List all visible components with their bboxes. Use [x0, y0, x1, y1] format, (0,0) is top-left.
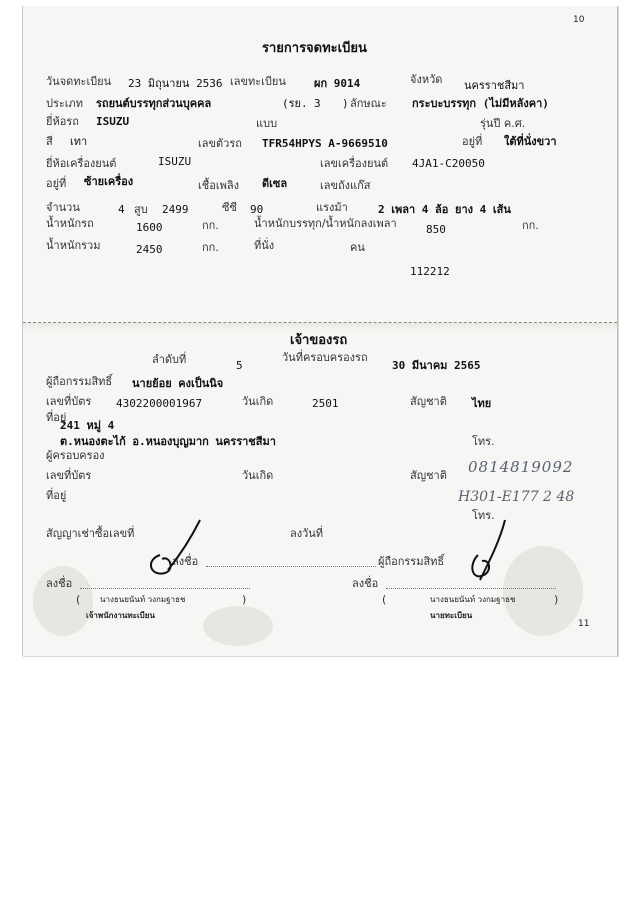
horsepower: 90 — [250, 203, 264, 216]
vehicle-code: 3 — [314, 97, 321, 110]
cc: 2499 — [162, 203, 189, 216]
hp-label: แรงม้า — [316, 201, 348, 214]
code-close: ) — [342, 97, 349, 110]
sign-line — [206, 566, 376, 567]
officer-title-left: เจ้าพนักงานทะเบียน — [86, 611, 155, 620]
paren-open: ( — [76, 593, 81, 606]
year-label: รุ่นปี ค.ศ. — [480, 117, 526, 130]
engine-location: ซ้ายเครื่อง — [84, 175, 134, 188]
holder-name: นายย้อย คงเป็นนิจ — [132, 377, 224, 390]
engine-brand: ISUZU — [158, 155, 192, 168]
addr2-label: ที่อยู่ — [46, 489, 67, 502]
total-weight-label: น้ำหนักรวม — [46, 239, 101, 252]
nation2-label: สัญชาติ — [410, 469, 447, 482]
engine-no-label: เลขเครื่องยนต์ — [320, 157, 389, 170]
signature-left — [140, 515, 220, 585]
seq-number: 5 — [236, 359, 243, 372]
kg-label: กก. — [202, 219, 219, 232]
code-open: (รย. — [282, 97, 308, 110]
cylinders: 4 — [118, 203, 125, 216]
addr-label: ที่อยู่ — [46, 411, 67, 424]
seq-label: ลำดับที่ — [152, 353, 187, 366]
color-label: สี — [46, 135, 53, 148]
tel2-label: โทร. — [472, 509, 495, 522]
sign-left-line — [80, 588, 250, 589]
model-label: แบบ — [256, 117, 278, 130]
nationality: ไทย — [472, 397, 492, 410]
page-fold — [23, 322, 617, 331]
chassis-location-label: อยู่ที่ — [462, 135, 483, 148]
engine-number: 4JA1-C20050 — [412, 157, 485, 170]
kg-label: กก. — [202, 241, 219, 254]
persons-label: คน — [350, 241, 365, 254]
tel-label: โทร. — [472, 435, 495, 448]
address-line-1: 241 หมู่ 4 — [60, 419, 115, 432]
possessor-label: ผู้ครอบครอง — [46, 449, 105, 462]
stain — [203, 606, 273, 646]
chassis-number: TFR54HPYS A-9669510 — [262, 137, 388, 150]
weight-label: น้ำหนักรถ — [46, 217, 94, 230]
nation-label: สัญชาติ — [410, 395, 447, 408]
paren-close: ) — [242, 593, 247, 606]
fuel: ดีเซล — [262, 177, 288, 190]
id-number: 4302200001967 — [116, 397, 203, 410]
paren-close: ) — [554, 593, 559, 606]
brand-label: ยี่ห้อรถ — [46, 115, 79, 128]
total-weight: 2450 — [136, 243, 163, 256]
reg-date-label: วันจดทะเบียน — [46, 75, 112, 88]
reg-date: 23 มิถุนายน 2536 — [128, 77, 223, 90]
chassis-location: ใต้ที่นั่งขวา — [504, 135, 557, 148]
seats-label: ที่นั่ง — [254, 239, 275, 252]
reference-number: 112212 — [410, 265, 450, 278]
signature-right — [460, 515, 530, 590]
officer-title-right: นายทะเบียน — [430, 611, 473, 620]
own-date-label: วันที่ครอบครองรถ — [282, 351, 368, 364]
plate-label: เลขทะเบียน — [230, 75, 286, 88]
id-label: เลขที่บัตร — [46, 395, 92, 408]
sign-left-label: ลงชื่อ — [46, 577, 73, 590]
owner-title: เจ้าของรถ — [290, 333, 348, 348]
vehicle-type: รถยนต์บรรทุกส่วนบุคคล — [96, 97, 212, 110]
dob2-label: วันเกิด — [242, 469, 274, 482]
province: นครราชสีมา — [464, 79, 525, 92]
address-line-2: ต.หนองตะไก้ อ.หนองบุญมาก นครราชสีมา — [60, 435, 276, 448]
id2-label: เลขที่บัตร — [46, 469, 92, 482]
sign-right-label: ลงชื่อ — [352, 577, 379, 590]
load-label: น้ำหนักบรรทุก/น้ำหนักลงเพลา — [254, 217, 397, 230]
sign-right-line — [386, 588, 556, 589]
lease-label: สัญญาเช่าซื้อเลขที่ — [46, 527, 135, 540]
feature-label: ลักษณะ — [350, 97, 387, 110]
own-date: 30 มีนาคม 2565 — [392, 359, 481, 372]
page-number-bottom: 11 — [578, 619, 590, 629]
dob-label: วันเกิด — [242, 395, 274, 408]
page-number-top: 10 — [573, 15, 585, 25]
vehicle-color: เทา — [70, 135, 88, 148]
registration-title: รายการจดทะเบียน — [262, 41, 367, 56]
cc-label: ซีซี — [222, 201, 237, 214]
cyl-label: สูบ — [134, 203, 148, 216]
qty-label: จำนวน — [46, 201, 80, 214]
holder-label: ผู้ถือกรรมสิทธิ์ — [46, 375, 113, 388]
brand: ISUZU — [96, 115, 130, 128]
sign-label: ลงชื่อ — [172, 555, 199, 568]
lease-date-label: ลงวันที่ — [290, 527, 324, 540]
dob: 2501 — [312, 397, 339, 410]
paren-open: ( — [382, 593, 387, 606]
fuel-label: เชื้อเพลิง — [198, 179, 239, 192]
chassis-label: เลขตัวรถ — [198, 137, 242, 150]
handwritten-note: H301-E177 2 48 — [458, 489, 575, 505]
gas-tank-label: เลขถังแก๊ส — [320, 179, 371, 192]
vehicle-feature: กระบะบรรทุก (ไม่มีหลังคา) — [412, 97, 549, 110]
plate: ผก 9014 — [314, 77, 361, 90]
province-label: จังหวัด — [410, 73, 443, 86]
kg-label: กก. — [522, 219, 539, 232]
engine-brand-label: ยี่ห้อเครื่องยนต์ — [46, 157, 117, 170]
engine-location-label: อยู่ที่ — [46, 177, 67, 190]
type-label: ประเภท — [46, 97, 84, 110]
load: 850 — [426, 223, 446, 236]
officer-name-right: นางธนยนันท์ วงกมฐาธช — [430, 595, 516, 604]
axles: 2 เพลา 4 ล้อ ยาง 4 เส้น — [378, 203, 511, 216]
holder-sign-label: ผู้ถือกรรมสิทธิ์ — [378, 555, 445, 568]
weight: 1600 — [136, 221, 163, 234]
officer-name-left: นางธนยนันท์ วงกมฐาธช — [100, 595, 186, 604]
handwritten-phone: 0814819092 — [468, 458, 574, 476]
